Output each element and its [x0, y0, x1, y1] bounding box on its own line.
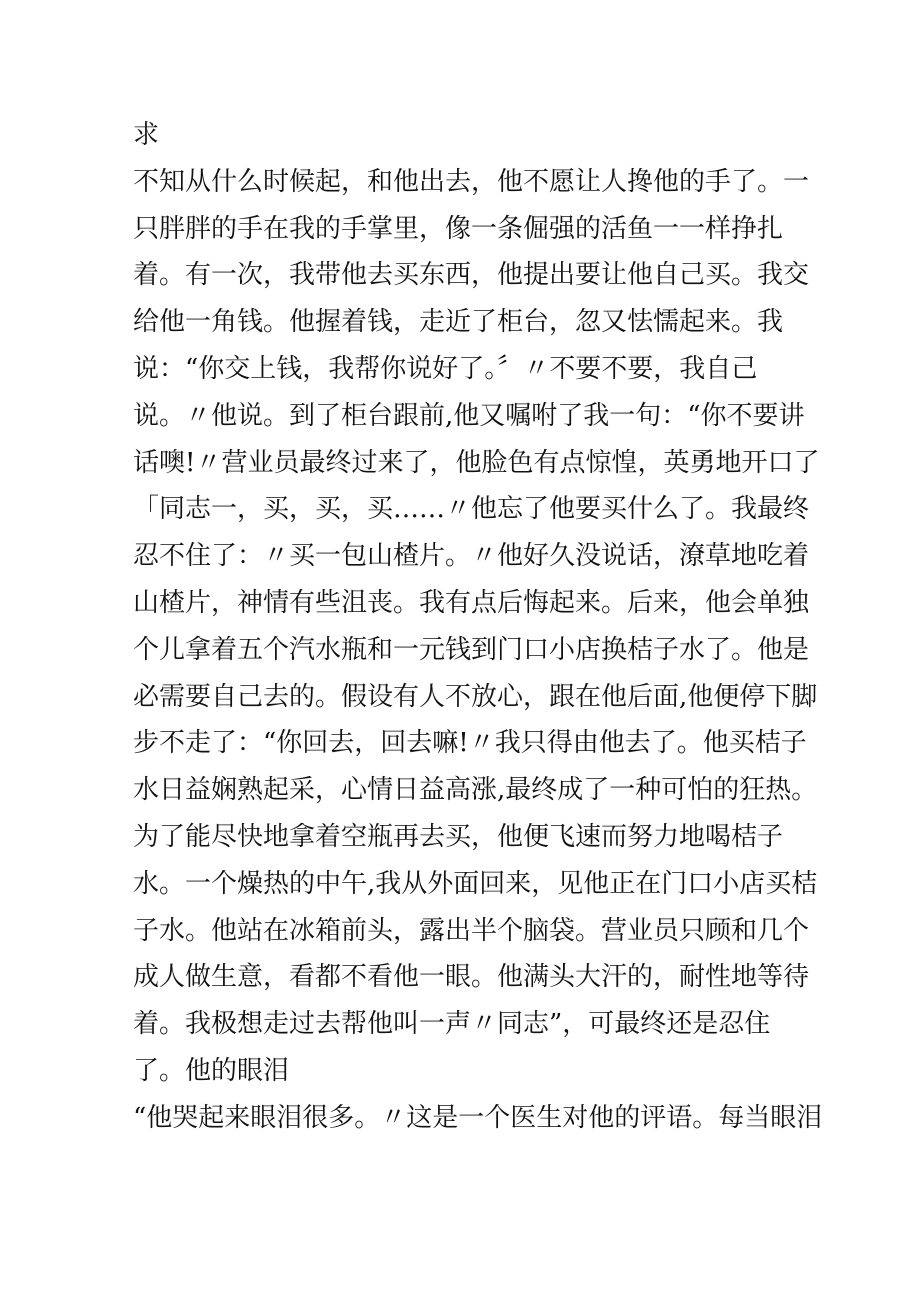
text-line: 水日益娴熟起采，心情日益高涨,最终成了一种可怕的狂热。 — [133, 775, 818, 806]
text-line: 话噢!〃营业员最终过来了，他脸色有点惊惶，英勇地开口了 — [133, 447, 820, 478]
text-line: 必需要自己去的。假设有人不放心，跟在他后面,他便停下脚 — [133, 681, 818, 712]
text-line: 只胖胖的手在我的手掌里，像一条倔强的活鱼一一样挣扎 — [133, 213, 784, 244]
text-line: 着。我极想走过去帮他叫一声〃同志”，可最终还是忍住 — [133, 1009, 771, 1040]
text-line: 「同志一，买，买，买……〃他忘了他要买什么了。我最终 — [133, 494, 810, 525]
text-line: 个儿拿着五个汽水瓶和一元钱到门口小店换桔子水了。他是 — [133, 634, 810, 665]
text-line: 山楂片，神情有些沮丧。我有点后悔起来。后来，他会单独 — [133, 587, 810, 618]
text-line: 为了能尽快地拿着空瓶再去买，他便飞速而努力地喝桔子 — [133, 821, 784, 852]
text-line: 步不走了：“你回去，回去嘛!〃我只得由他去了。他买桔子 — [133, 728, 807, 759]
text-line: 水。一个燥热的中午,我从外面回来，见他正在门口小店买桔 — [133, 868, 818, 899]
text-line: 子水。他站在冰箱前头，露出半个脑袋。营业员只顾和几个 — [133, 915, 810, 946]
text-line: 了。他的眼泪 — [133, 1055, 290, 1086]
text-line: 说：“你交上钱，我帮你说好了。〞〃不要不要，我自己 — [133, 353, 758, 384]
text-line: “他哭起来眼泪很多。〃这是一个医生对他的评语。每当眼泪 — [133, 1102, 823, 1133]
text-line: 忍不住了：〃买一包山楂片。〃他好久没说话，潦草地吃着 — [133, 541, 810, 572]
text-line: 着。有一次，我带他去买东西，他提出要让他自己买。我交 — [133, 260, 810, 291]
body-text — [133, 112, 823, 1142]
text-line: 不知从什么时候起，和他出去，他不愿让人搀他的手了。一 — [133, 166, 810, 197]
text-line: 成人做生意，看都不看他一眼。他满头大汗的，耐性地等待 — [133, 962, 810, 993]
text-line: 求 — [133, 120, 160, 150]
text-line: 说。〃他说。到了柜台跟前,他又嘱咐了我一句：“你不要讲 — [133, 400, 805, 431]
text-line: 给他一角钱。他握着钱，走近了柜台，忽又怯懦起来。我 — [133, 307, 784, 338]
